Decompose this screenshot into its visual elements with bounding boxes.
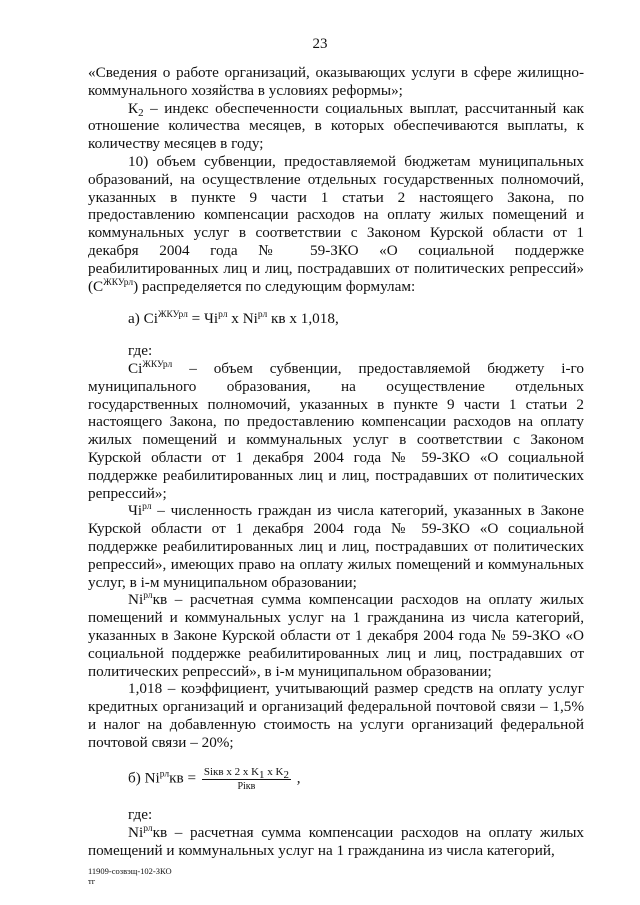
- paragraph-item-10: [88, 153, 584, 295]
- formula-a-mid2: x Ni: [227, 310, 258, 328]
- formula-a-sup1: ЖКУрл: [157, 310, 188, 321]
- definition-chi-symbol: Чi: [128, 502, 143, 520]
- formula-a: [128, 310, 584, 328]
- definition-ni-2: [88, 824, 584, 860]
- formula-b-end: ,: [292, 769, 301, 787]
- footer-code: 11909-созвэщ-102-ЗКО: [88, 866, 172, 876]
- definition-ni-text: кв – расчетная сумма компенсации расходов на оплату жилых помещений и коммунальных услуг на 1 гражданина из числа категорий, указанных в Законе Курской области от 1 декабря 2004 года № 59-ЗКО «О социальной поддержке реабилитированных лиц и лиц, пострадавших от политических репрессий», в i-м муниципальном образовании;: [88, 591, 584, 680]
- item-10-text: 10) объем субвенции, предоставляемой бюджетам муниципальных образований, на осуществление отдельных государственных полномочий, указанных в пункте 9 части 1 статьи 2 настоящего Закона, по предоставлению компенсации расходов на оплату жилых помещений и коммунальных услуг в соответствии с Законом Курской области от 1 декабря 2004 года № 59-ЗКО «О социальной поддержке реабилитированных лиц и лиц, пострадавших от политических репрессий» (С: [88, 152, 584, 295]
- definition-ni-2-symbol: Ni: [128, 824, 144, 842]
- formula-a-end: кв x 1,018,: [267, 310, 339, 328]
- definition-chi-sup: рл: [142, 502, 152, 513]
- formula-a-sup3: рл: [257, 310, 268, 321]
- paragraph-k2-definition: [88, 100, 584, 153]
- formula-b-prefix: б) Ni: [128, 769, 160, 787]
- formula-b: [128, 766, 584, 792]
- fraction-denominator: Piкв: [237, 781, 256, 793]
- where-label-1: где:: [128, 342, 153, 360]
- definition-ni-2-text: кв – расчетная сумма компенсации расходов на оплату жилых помещений и коммунальных услуг на 1 гражданина из числа категорий,: [88, 824, 584, 860]
- definition-ni-2-sup: рл: [143, 824, 153, 835]
- footer-initials: тг: [88, 876, 96, 886]
- definition-coefficient: 1,018 – коэффициент, учитывающий размер средств на оплату услуг кредитных организаций и организаций федеральной почтовой связи – 1,5% и налог на добавленную стоимость на услуги организаций федеральной почтовой связи – 20%;: [88, 680, 584, 751]
- where-label-2: где:: [128, 806, 153, 824]
- document-footer: [88, 866, 172, 886]
- definition-ci-text: – объем субвенции, предоставляемой бюджету i-го муниципального образования, на осуществление отдельных государственных полномочий, указанных в пункте 9 части 1 статьи 2 настоящего Закона, по предоставлению компенсации расходов на оплату жилых помещений и коммунальных услуг в соответствии с Законом Курской области от 1 декабря 2004 года № 59-ЗКО «О социальной поддержке реабилитированных лиц и лиц, пострадавших от политических репрессий»;: [88, 359, 584, 502]
- definition-ni: [88, 591, 584, 680]
- item-10-end: ) распределяется по следующим формулам:: [133, 277, 416, 295]
- formula-a-prefix: а) Сi: [128, 310, 158, 328]
- numerator-part-b: x K: [264, 766, 284, 779]
- formula-b-fraction: [202, 766, 291, 792]
- paragraph-report-name: «Сведения о работе организаций, оказывающих услуги в сфере жилищно-коммунального хозяйства в условиях реформы»;: [88, 64, 584, 99]
- formula-a-sup2: рл: [218, 310, 228, 321]
- k2-definition-text: – индекс обеспеченности социальных выплат, рассчитанный как отношение количества месяцев, в которых обеспечиваются выплаты, к количеству месяцев в году;: [88, 99, 584, 153]
- definition-ni-symbol: Ni: [128, 591, 144, 609]
- formula-b-sup: рл: [159, 769, 170, 780]
- definition-ci: [88, 360, 584, 502]
- definition-chi-text: – численность граждан из числа категорий, указанных в Законе Курской области от 1 декабря 2004 года № 59-ЗКО «О социальной поддержке реабилитированных лиц и лиц, пострадавших от политических репрессий», имеющих право на оплату жилых помещений и коммунальных услуг, в i-м муниципальном образовании;: [88, 502, 584, 591]
- document-body: [88, 64, 584, 860]
- item-10-superscript: ЖКУрл: [103, 277, 134, 288]
- formula-b-lhs: кв =: [169, 769, 200, 787]
- numerator-sub-1: 1: [259, 769, 265, 782]
- definition-ci-sup: ЖКУрл: [142, 359, 173, 370]
- definition-ci-symbol: Сi: [128, 359, 143, 377]
- symbol-k: К: [128, 99, 139, 117]
- numerator-sub-2: 2: [283, 769, 289, 782]
- definition-chi: [88, 502, 584, 591]
- definition-ni-sup: рл: [143, 591, 153, 602]
- numerator-part-a: Siкв x 2 x K: [203, 766, 260, 779]
- page-number: 23: [312, 36, 328, 52]
- symbol-k-subscript: 2: [138, 106, 144, 119]
- formula-a-mid1: = Чi: [187, 310, 219, 328]
- fraction-numerator: [202, 766, 291, 780]
